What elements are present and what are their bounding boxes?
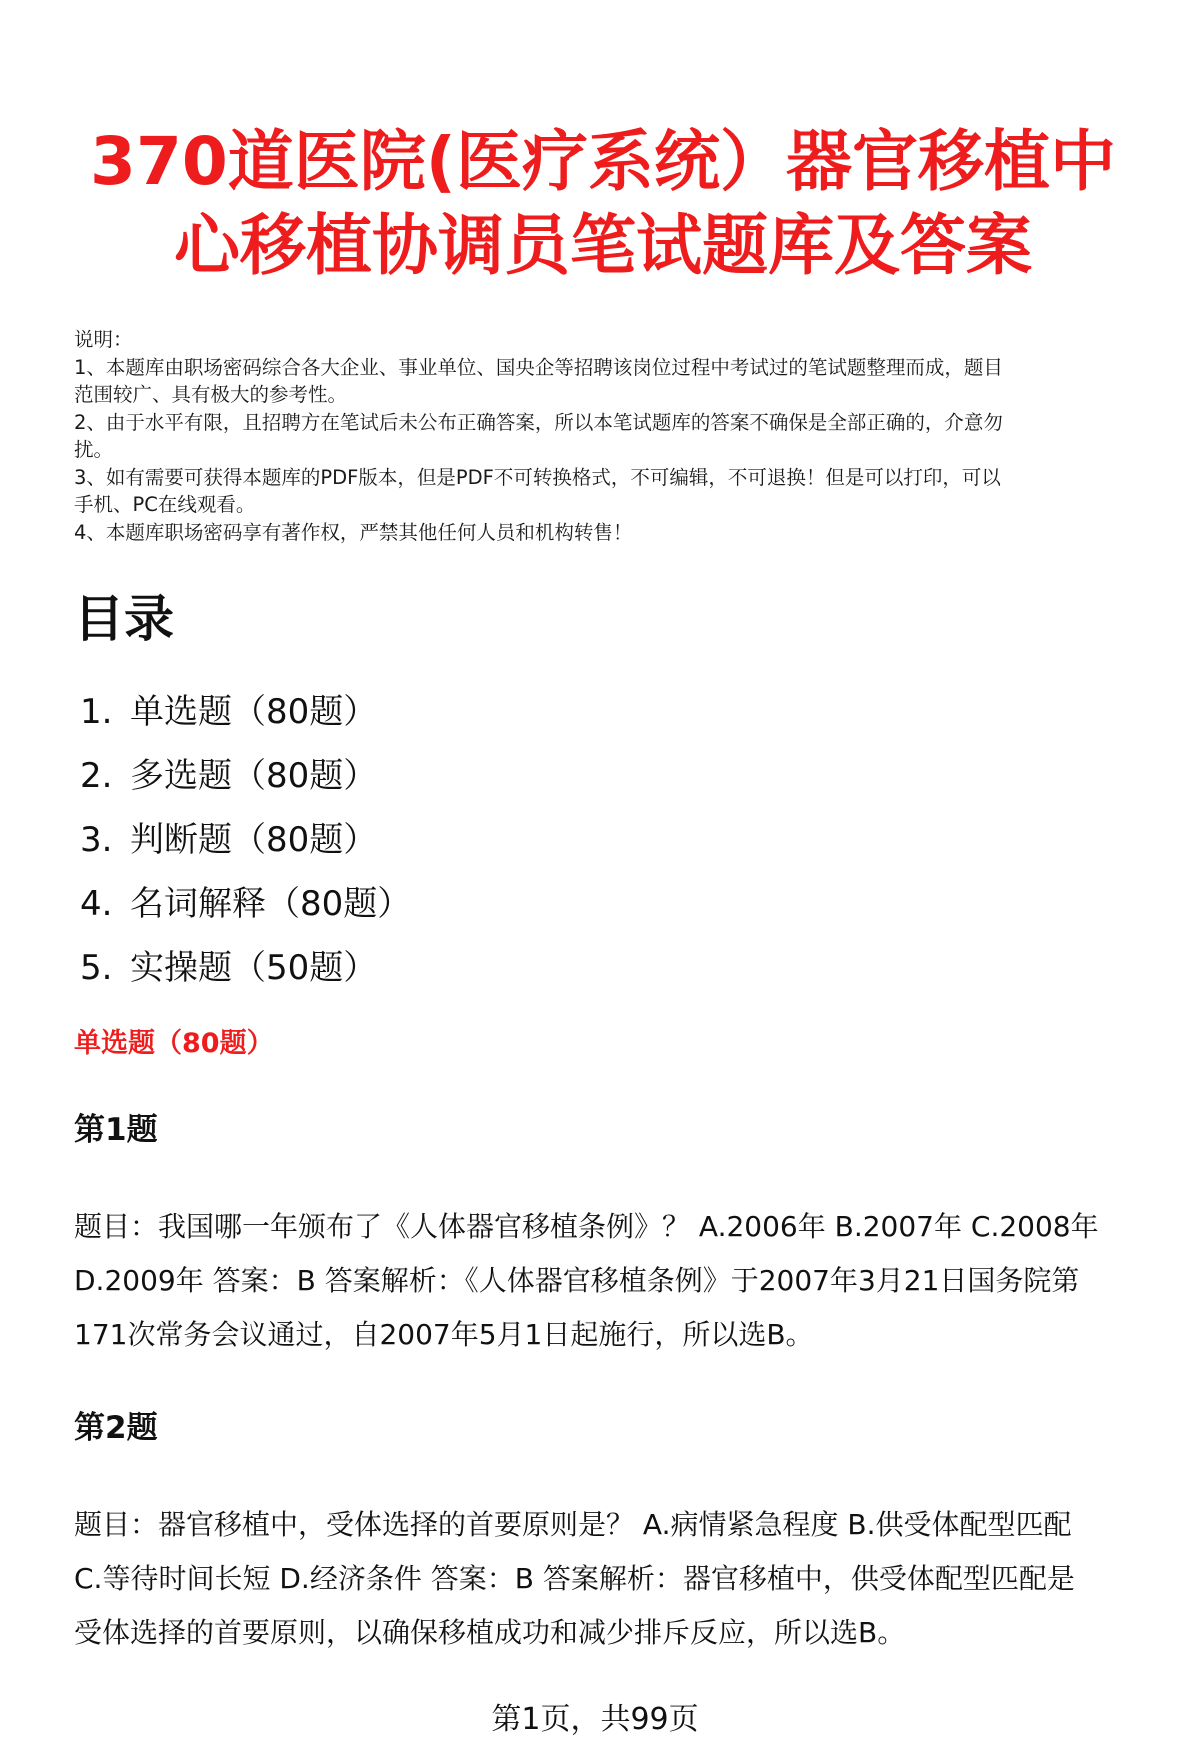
toc-item-label: 判断题（80题） bbox=[130, 820, 378, 860]
toc-item-number: 2. bbox=[80, 756, 113, 796]
toc-item-true-false[interactable] bbox=[74, 808, 1132, 872]
question-body bbox=[74, 1200, 1132, 1362]
toc-item-number: 1. bbox=[80, 692, 113, 732]
toc-item-label: 实操题（50题） bbox=[130, 948, 378, 988]
instructions-line: 1、本题库由职场密码综合各大企业、事业单位、国央企等招聘该岗位过程中考试过的笔试题整理而成，题目 bbox=[74, 355, 1003, 379]
question-heading: 第1题 bbox=[74, 1112, 158, 1148]
instructions-line: 范围较广、具有极大的参考性。 bbox=[74, 383, 348, 406]
question-text-line: C.等待时间长短 D.经济条件 答案：B 答案解析：器官移植中，供受体配型匹配是 bbox=[74, 1562, 1075, 1595]
question-block bbox=[74, 1108, 1132, 1362]
question-text-line: D.2009年 答案：B 答案解析：《人体器官移植条例》于2007年3月21日国务院第 bbox=[74, 1264, 1080, 1297]
toc-item-label: 名词解释（80题） bbox=[130, 884, 412, 924]
toc-item-practical[interactable] bbox=[74, 936, 1132, 1000]
question-heading: 第2题 bbox=[74, 1410, 158, 1446]
instructions-line: 3、如有需要可获得本题库的PDF版本，但是PDF不可转换格式，不可编辑，不可退换！但是可以打印，可以 bbox=[74, 465, 1001, 489]
instructions-line: 2、由于水平有限，且招聘方在笔试后未公布正确答案，所以本笔试题库的答案不确保是全部正确的，介意勿 bbox=[74, 410, 1003, 434]
toc-item-number: 5. bbox=[80, 948, 113, 988]
instructions-line: 手机、PC在线观看。 bbox=[74, 493, 256, 516]
question-text-line: 题目：器官移植中，受体选择的首要原则是？ A.病情紧急程度 B.供受体配型匹配 bbox=[74, 1508, 1072, 1541]
instructions-line: 4、本题库职场密码享有著作权，严禁其他任何人员和机构转售！ bbox=[74, 520, 633, 544]
section-title: 单选题（80题） bbox=[74, 1028, 274, 1059]
document-title-line-2: 心移植协调员笔试题库及答案 bbox=[174, 207, 1032, 284]
instructions-block bbox=[74, 326, 1132, 546]
page-number: 第1页，共99页 bbox=[491, 1702, 699, 1737]
question-block bbox=[74, 1406, 1132, 1660]
toc-item-number: 4. bbox=[80, 884, 113, 924]
question-text-line: 受体选择的首要原则，以确保移植成功和减少排斥反应，所以选B。 bbox=[74, 1616, 906, 1649]
document-title bbox=[74, 120, 1132, 288]
toc-item-label: 多选题（80题） bbox=[130, 756, 378, 796]
table-of-contents bbox=[74, 680, 1132, 1000]
question-text-line: 171次常务会议通过，自2007年5月1日起施行，所以选B。 bbox=[74, 1318, 814, 1351]
question-text-line: 题目：我国哪一年颁布了《人体器官移植条例》？ A.2006年 B.2007年 C.2008年 bbox=[74, 1210, 1099, 1243]
instructions-heading: 说明： bbox=[74, 328, 133, 351]
toc-item-label: 单选题（80题） bbox=[130, 692, 378, 732]
toc-item-multiple-choice[interactable] bbox=[74, 744, 1132, 808]
toc-item-number: 3. bbox=[80, 820, 113, 860]
toc-item-term-definition[interactable] bbox=[74, 872, 1132, 936]
instructions-line: 扰。 bbox=[74, 438, 114, 461]
toc-heading: 目录 bbox=[74, 590, 174, 648]
question-body bbox=[74, 1498, 1132, 1660]
toc-item-single-choice[interactable] bbox=[74, 680, 1132, 744]
document-title-line-1: 370道医院(医疗系统）器官移植中 bbox=[90, 123, 1116, 200]
